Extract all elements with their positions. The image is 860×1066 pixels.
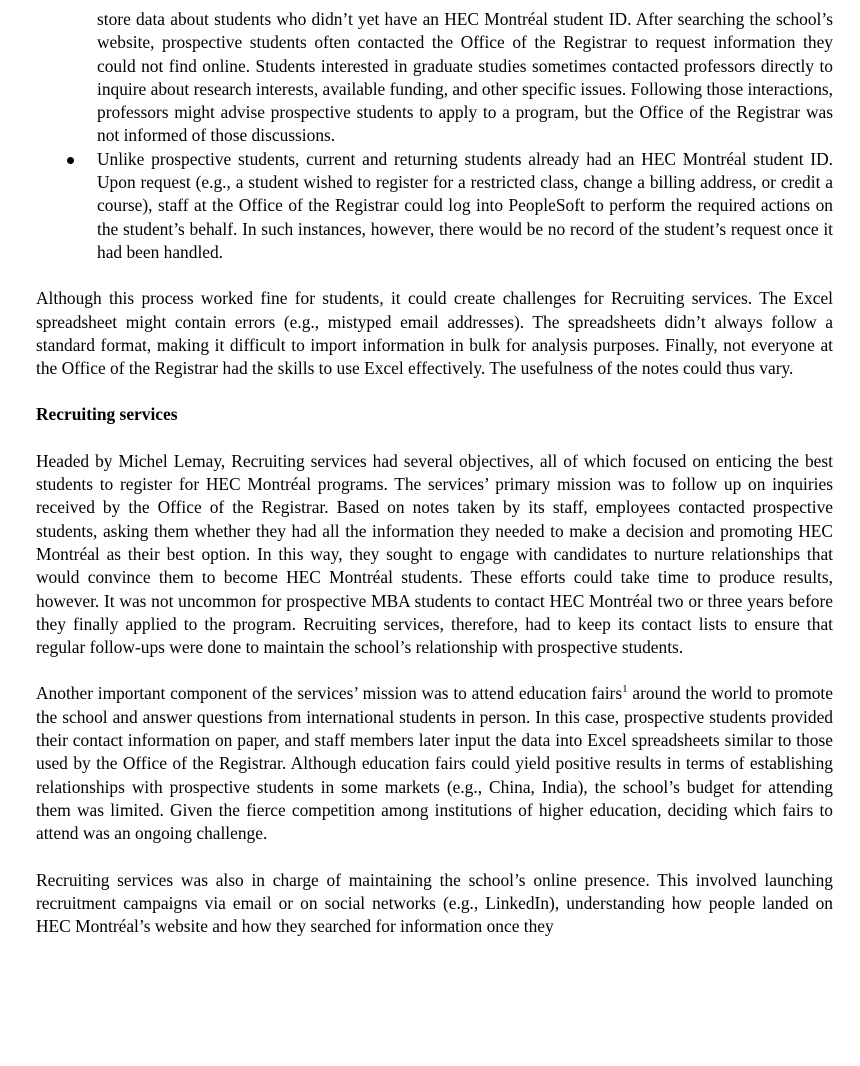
bullet-dot-icon <box>67 157 74 164</box>
paragraph: Headed by Michel Lemay, Recruiting services had several objectives, all of which focused on enticing the best students to register for HEC Montréal programs. The services’ primary mission was to follow up on inquiries received by the Office of the Registrar. Based on notes taken by its staff, employees contacted prospective students, asking them whether they had all the information they needed to make a decision and promoting HEC Montréal as their best option. In this way, they sought to engage with candidates to nurture relationships that would convince them to become HEC Montréal students. These efforts could take time to produce results, however. It was not uncommon for prospective MBA students to contact HEC Montréal two or three years before they finally applied to the program. Recruiting services, therefore, had to keep its contact lists to ensure that regular follow-ups were done to maintain the school’s relationship with prospective students. <box>36 450 833 658</box>
paragraph: Although this process worked fine for students, it could create challenges for Recruiting services. The Excel spreadsheet might contain errors (e.g., mistyped email addresses). The spreadsheets didn’t always follow a standard format, making it difficult to import information in bulk for analysis purposes. Finally, not everyone at the Office of the Registrar had the skills to use Excel effectively. The usefulness of the notes could thus vary. <box>36 288 833 379</box>
spacer <box>36 659 833 682</box>
bullet-item <box>36 148 833 264</box>
bullet-item <box>36 8 833 148</box>
bullet-list <box>36 8 833 264</box>
footnote-reference[interactable]: 1 <box>622 683 628 696</box>
spacer <box>36 380 833 403</box>
spacer <box>36 846 833 869</box>
paragraph-text: around the world to promote the school and answer questions from international students in person. In this case, prospective students provided their contact information on paper, and staff members later input the data into Excel spreadsheets similar to those used by the Office of the Registrar. Although education fairs could yield positive results in terms of establishing relationships with prospective students in some markets (e.g., China, India), the school’s budget for attending them was limited. Given the fierce competition among institutions of higher education, deciding which fairs to attend was an ongoing challenge. <box>36 683 833 844</box>
spacer <box>36 264 833 287</box>
paragraph <box>36 682 833 845</box>
paragraph-text: Another important component of the services’ mission was to attend education fairs <box>36 683 623 704</box>
bullet-text: store data about students who didn’t yet have an HEC Montréal student ID. After searching the school’s website, prospective students often contacted the Office of the Registrar to request information they could not find online. Students interested in graduate studies sometimes contacted professors directly to inquire about research interests, available funding, and other specific issues. Following those interactions, professors might advise prospective students to apply to a program, but the Office of the Registrar was not informed of those discussions. <box>97 9 834 146</box>
paragraph: Recruiting services was also in charge of maintaining the school’s online presence. This involved launching recruitment campaigns via email or on social networks (e.g., LinkedIn), understanding how people landed on HEC Montréal’s website and how they searched for information once they <box>36 869 833 937</box>
section-heading: Recruiting services <box>36 404 178 425</box>
bullet-text: Unlike prospective students, current and returning students already had an HEC Montréal student ID. Upon request (e.g., a student wished to register for a restricted class, change a billing address, or credit a course), staff at the Office of the Registrar could log into PeopleSoft to perform the required actions on the student’s behalf. In such instances, however, there would be no record of the student’s request once it had been handled. <box>97 148 833 262</box>
document-page <box>36 8 833 938</box>
spacer <box>36 427 833 450</box>
